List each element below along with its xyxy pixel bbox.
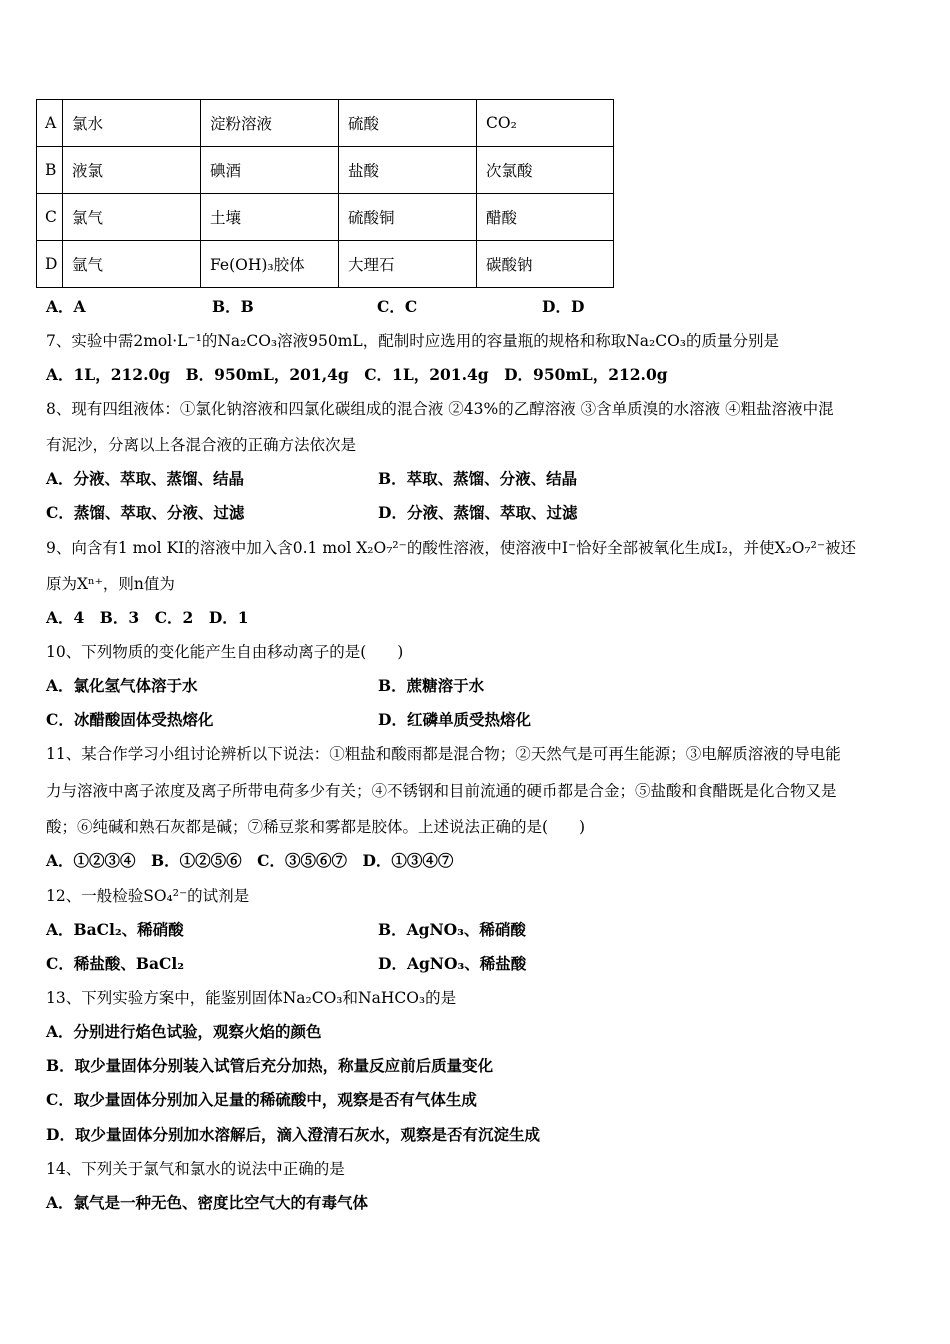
q12-option-b: B．AgNO₃、稀硝酸 — [378, 920, 526, 939]
q11-options: A．①②③④ B．①②⑤⑥ C．③⑤⑥⑦ D．①③④⑦ — [46, 851, 454, 870]
table-cell: 碳酸钠 — [477, 241, 614, 288]
table-cell: 硫酸 — [339, 100, 477, 147]
q8-option-c: C．蒸馏、萃取、分液、过滤 — [46, 503, 245, 522]
q10-option-c: C．冰醋酸固体受热熔化 — [46, 710, 214, 729]
q13-option-c: C．取少量固体分别加入足量的稀硫酸中，观察是否有气体生成 — [46, 1090, 477, 1109]
table-cell: 醋酸 — [477, 194, 614, 241]
q11-stem-line3: 酸；⑥纯碱和熟石灰都是碱；⑦稀豆浆和雾都是胶体。上述说法正确的是( ) — [46, 818, 586, 836]
q8-option-d: D．分液、蒸馏、萃取、过滤 — [378, 503, 578, 522]
table-cell: 次氯酸 — [477, 147, 614, 194]
q9-stem-line2: 原为Xⁿ⁺，则n值为 — [46, 575, 175, 593]
q11-stem-line1: 11、某合作学习小组讨论辨析以下说法：①粗盐和酸雨都是混合物；②天然气是可再生能源；③电解质溶液的导电能 — [46, 745, 841, 763]
table-cell: D — [37, 241, 63, 288]
q9-options: A．4 B．3 C．2 D．1 — [46, 608, 249, 627]
q12-option-d: D．AgNO₃、稀盐酸 — [378, 954, 527, 973]
table-cell: 硫酸铜 — [339, 194, 477, 241]
q10-option-a: A．氯化氢气体溶于水 — [46, 676, 198, 695]
q7-options: A．1L，212.0g B．950mL，201,4g C．1L，201.4g D．950mL，212.0g — [46, 365, 668, 384]
table-row — [37, 241, 614, 288]
q10-stem: 10、下列物质的变化能产生自由移动离子的是( ) — [46, 643, 404, 661]
q9-stem-line1: 9、向含有1 mol KI的溶液中加入含0.1 mol X₂O₇²⁻的酸性溶液，使溶液中I⁻恰好全部被氧化生成I₂，并使X₂O₇²⁻被还 — [46, 539, 857, 557]
table-cell: 氩气 — [63, 241, 201, 288]
table-cell: Fe(OH)₃胶体 — [201, 241, 339, 288]
q12-stem: 12、一般检验SO₄²⁻的试剂是 — [46, 887, 250, 905]
table-cell: 大理石 — [339, 241, 477, 288]
q12-option-c: C．稀盐酸、BaCl₂ — [46, 954, 184, 973]
table-cell: B — [37, 147, 63, 194]
q6-option-a: A．A — [46, 297, 86, 316]
q14-option-a: A．氯气是一种无色、密度比空气大的有毒气体 — [46, 1193, 369, 1212]
table-cell: 盐酸 — [339, 147, 477, 194]
table-row — [37, 194, 614, 241]
table-cell: 氯气 — [63, 194, 201, 241]
q13-option-a: A．分别进行焰色试验，观察火焰的颜色 — [46, 1022, 322, 1041]
q6-option-c: C．C — [377, 297, 418, 316]
q14-stem: 14、下列关于氯气和氯水的说法中正确的是 — [46, 1160, 345, 1178]
table-cell: 氯水 — [63, 100, 201, 147]
table-cell: C — [37, 194, 63, 241]
q12-option-a: A．BaCl₂、稀硝酸 — [46, 920, 184, 939]
q8-stem-line1: 8、现有四组液体：①氯化钠溶液和四氯化碳组成的混合液 ②43%的乙醇溶液 ③含单质溴的水溶液 ④粗盐溶液中混 — [46, 400, 834, 418]
table-cell: 碘酒 — [201, 147, 339, 194]
q8-stem-line2: 有泥沙，分离以上各混合液的正确方法依次是 — [46, 436, 357, 454]
table-cell: 土壤 — [201, 194, 339, 241]
q10-option-d: D．红磷单质受热熔化 — [378, 710, 531, 729]
classification-table — [36, 99, 614, 288]
table-cell: 淀粉溶液 — [201, 100, 339, 147]
q11-stem-line2: 力与溶液中离子浓度及离子所带电荷多少有关；④不锈钢和目前流通的硬币都是合金；⑤盐酸和食醋既是化合物又是 — [46, 782, 837, 800]
q13-stem: 13、下列实验方案中，能鉴别固体Na₂CO₃和NaHCO₃的是 — [46, 989, 457, 1007]
q6-option-d: D．D — [542, 297, 585, 316]
table-row — [37, 147, 614, 194]
q13-option-b: B．取少量固体分别装入试管后充分加热，称量反应前后质量变化 — [46, 1056, 494, 1075]
table-cell: 液氯 — [63, 147, 201, 194]
q7-stem: 7、实验中需2mol·L⁻¹的Na₂CO₃溶液950mL，配制时应选用的容量瓶的规格和称取Na₂CO₃的质量分别是 — [46, 332, 779, 350]
q13-option-d: D．取少量固体分别加水溶解后，滴入澄清石灰水，观察是否有沉淀生成 — [46, 1125, 540, 1144]
table-cell: CO₂ — [477, 100, 614, 147]
table-row — [37, 100, 614, 147]
q10-option-b: B．蔗糖溶于水 — [378, 676, 485, 695]
q8-option-a: A．分液、萃取、蒸馏、结晶 — [46, 469, 245, 488]
q6-option-b: B．B — [212, 297, 254, 316]
q8-option-b: B．萃取、蒸馏、分液、结晶 — [378, 469, 578, 488]
table-cell: A — [37, 100, 63, 147]
